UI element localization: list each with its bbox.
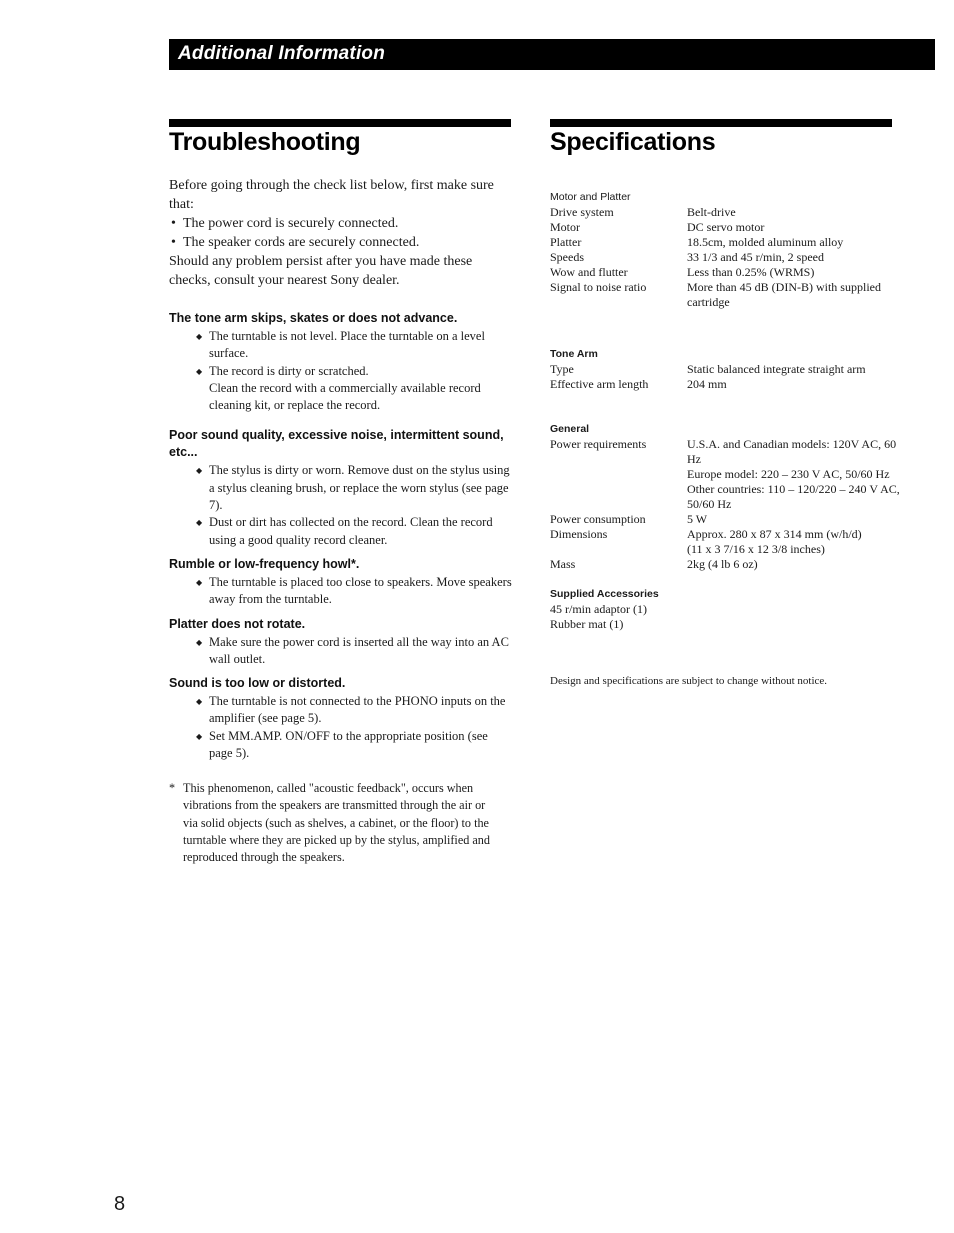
spec-value: Approx. 280 x 87 x 314 mm (w/h/d) (11 x 3 7/16 x 12 3/8 inches) [687, 527, 862, 556]
footnote-text: This phenomenon, called "acoustic feedback", occurs when vibrations from the speakers are transmitted through the air or via solid objects (such as shelves, a cabinet, or the floor) to the turntable where they are picked up by the stylus, amplified and reproduced through the speakers. [183, 781, 490, 865]
spec-label: Power consumption [550, 512, 646, 526]
spec-value: DC servo motor [687, 220, 765, 234]
problem-heading: Platter does not rotate. [169, 616, 306, 631]
remedy-list [169, 693, 514, 762]
intro-checklist [169, 214, 514, 252]
spec-label: Motor [550, 220, 580, 234]
spec-row [550, 205, 910, 220]
spec-label: Power requirements [550, 437, 647, 451]
spec-value: 33 1/3 and 45 r/min, 2 speed [687, 250, 824, 264]
spec-row [550, 557, 910, 572]
problem-heading: The tone arm skips, skates or does not advance. [169, 311, 458, 325]
change-notice: Design and specifications are subject to change without notice. [550, 675, 828, 687]
spec-heading: Tone Arm [550, 348, 598, 360]
problem-heading: Poor sound quality, excessive noise, intermittent sound, etc... [169, 428, 504, 460]
footnote-mark: * [169, 781, 176, 795]
page-number: 8 [114, 1193, 126, 1215]
specifications-column [550, 190, 910, 662]
spec-group-tone-arm [550, 347, 910, 392]
spec-label: Mass [550, 557, 576, 571]
problem-block [169, 616, 514, 669]
checklist-item: • The speaker cords are securely connected. [169, 233, 514, 252]
spec-value: 2kg (4 lb 6 oz) [687, 557, 758, 571]
spec-value: More than 45 dB (DIN-B) with supplied cartridge [687, 280, 881, 309]
troubleshooting-column [169, 176, 514, 762]
spec-row [550, 377, 910, 392]
section-header-title: Additional Information [178, 43, 386, 64]
spec-row [550, 250, 910, 265]
spec-row [550, 512, 910, 527]
spec-label: Drive system [550, 205, 614, 219]
spec-heading: Motor and Platter [550, 191, 631, 203]
remedy-item: ◆ Dust or dirt has collected on the record. Clean the record using a good quality record cleaner. [209, 514, 514, 549]
spec-heading: General [550, 423, 590, 435]
remedy-item: ◆ The turntable is placed too close to speakers. Move speakers away from the turntable. [209, 574, 514, 609]
spec-row [550, 437, 910, 512]
spec-row [550, 265, 910, 280]
spec-value: U.S.A. and Canadian models: 120V AC, 60 Hz Europe model: 220 – 230 V AC, 50/60 Hz Other countries: 110 – 120/220 – 240 V AC, 50/60 Hz [687, 437, 900, 511]
problem-block [169, 310, 514, 414]
spec-label: Dimensions [550, 527, 608, 541]
section-header-bar [169, 39, 935, 70]
spec-label: Wow and flutter [550, 265, 628, 279]
problem-heading: Rumble or low-frequency howl*. [169, 556, 360, 571]
problem-block [169, 427, 514, 548]
spec-row [550, 527, 910, 557]
remedy-list [169, 634, 514, 669]
accessory-item: Rubber mat (1) [550, 617, 624, 631]
remedy-item: ◆ The turntable is not level. Place the turntable on a level surface. [209, 328, 514, 363]
spec-value: Belt-drive [687, 205, 736, 219]
remedy-list [169, 574, 514, 609]
problem-block [169, 675, 514, 762]
spec-value: 204 mm [687, 377, 727, 391]
remedy-item: ◆ The turntable is not connected to the PHONO inputs on the amplifier (see page 5). [209, 693, 514, 728]
troubleshooting-intro: Before going through the check list below, first make sure that: [169, 178, 494, 212]
remedy-item: ◆ The stylus is dirty or worn. Remove dust on the stylus using a stylus cleaning brush, or replace the worn stylus (see page 7). [209, 462, 514, 514]
problem-block [169, 556, 514, 609]
remedy-item: ◆ Make sure the power cord is inserted all the way into an AC wall outlet. [209, 634, 514, 669]
checklist-item: • The power cord is securely connected. [169, 214, 514, 233]
troubleshooting-title: Troubleshooting [169, 128, 361, 156]
spec-value: Less than 0.25% (WRMS) [687, 265, 815, 279]
spec-row [550, 220, 910, 235]
spec-group-general [550, 422, 910, 572]
spec-group-accessories [550, 587, 910, 632]
spec-group-motor-platter [550, 190, 910, 310]
spec-value: 5 W [687, 512, 708, 526]
spec-value: Static balanced integrate straight arm [687, 362, 866, 376]
spec-row [550, 280, 910, 310]
troubleshooting-followup: Should any problem persist after you have made these checks, consult your nearest Sony dealer. [169, 254, 473, 288]
troubleshooting-rule [169, 119, 511, 127]
spec-value: 18.5cm, molded aluminum alloy [687, 235, 844, 249]
specifications-rule [550, 119, 892, 127]
problem-heading: Sound is too low or distorted. [169, 676, 346, 691]
spec-label: Signal to noise ratio [550, 280, 647, 294]
specifications-title: Specifications [550, 128, 716, 156]
remedy-list [169, 462, 514, 548]
remedy-item: ◆ The record is dirty or scratched. Clean the record with a commercially available record cleaning kit, or replace the record. [209, 363, 514, 415]
spec-label: Type [550, 362, 574, 376]
accessory-item: 45 r/min adaptor (1) [550, 602, 647, 616]
spec-row [550, 362, 910, 377]
spec-row [550, 235, 910, 250]
spec-label: Platter [550, 235, 582, 249]
acoustic-feedback-footnote [169, 780, 499, 866]
remedy-list [169, 328, 514, 414]
remedy-item: ◆ Set MM.AMP. ON/OFF to the appropriate position (see page 5). [209, 728, 514, 763]
spec-heading: Supplied Accessories [550, 588, 659, 600]
spec-label: Speeds [550, 250, 584, 264]
spec-label: Effective arm length [550, 377, 649, 391]
